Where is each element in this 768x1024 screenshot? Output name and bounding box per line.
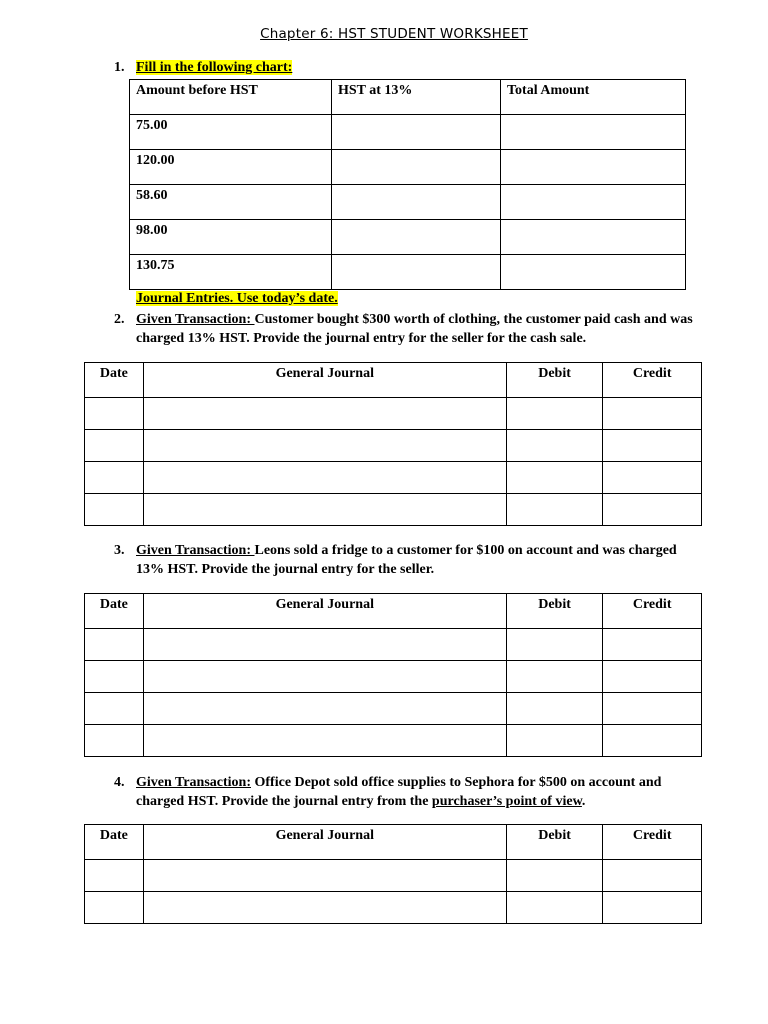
journal-table-2 bbox=[84, 362, 702, 526]
table-row bbox=[85, 398, 702, 430]
amount-cell: 58.60 bbox=[130, 185, 332, 220]
date-cell[interactable] bbox=[85, 661, 144, 693]
journal-cell[interactable] bbox=[143, 661, 506, 693]
transaction-label: Given Transaction: bbox=[136, 312, 255, 327]
question-number: 1. bbox=[114, 60, 125, 75]
hst-cell[interactable] bbox=[332, 150, 501, 185]
debit-cell[interactable] bbox=[506, 693, 603, 725]
transaction-label: Given Transaction: bbox=[136, 543, 255, 558]
debit-cell[interactable] bbox=[506, 398, 603, 430]
page-title: Chapter 6: HST STUDENT WORKSHEET bbox=[260, 26, 528, 42]
amount-cell: 75.00 bbox=[130, 115, 332, 150]
table-header-row bbox=[85, 363, 702, 398]
credit-cell[interactable] bbox=[603, 629, 702, 661]
date-cell[interactable] bbox=[85, 629, 144, 661]
total-cell[interactable] bbox=[501, 150, 686, 185]
debit-cell[interactable] bbox=[506, 629, 603, 661]
journal-table-3 bbox=[84, 593, 702, 757]
total-cell[interactable] bbox=[501, 220, 686, 255]
table-row bbox=[85, 725, 702, 757]
journal-cell[interactable] bbox=[143, 462, 506, 494]
header-amount-before-hst: Amount before HST bbox=[130, 80, 332, 115]
date-cell[interactable] bbox=[85, 398, 144, 430]
journal-table-4 bbox=[84, 824, 702, 924]
debit-cell[interactable] bbox=[506, 430, 603, 462]
debit-cell[interactable] bbox=[506, 860, 603, 892]
credit-cell[interactable] bbox=[603, 725, 702, 757]
purchaser-point-of-view: purchaser’s point of view bbox=[431, 794, 582, 809]
header-debit: Debit bbox=[506, 825, 603, 860]
journal-entries-heading: Journal Entries. Use today’s date. bbox=[136, 291, 338, 306]
table-row bbox=[85, 661, 702, 693]
header-total-amount: Total Amount bbox=[501, 80, 686, 115]
hst-cell[interactable] bbox=[332, 115, 501, 150]
table-header-row bbox=[85, 594, 702, 629]
journal-cell[interactable] bbox=[143, 860, 506, 892]
header-date: Date bbox=[85, 363, 144, 398]
journal-cell[interactable] bbox=[143, 725, 506, 757]
header-general-journal: General Journal bbox=[143, 594, 506, 629]
journal-cell[interactable] bbox=[143, 629, 506, 661]
hst-cell[interactable] bbox=[332, 220, 501, 255]
date-cell[interactable] bbox=[85, 860, 144, 892]
header-debit: Debit bbox=[506, 363, 603, 398]
table-row bbox=[130, 255, 686, 290]
table-header-row bbox=[85, 825, 702, 860]
total-cell[interactable] bbox=[501, 185, 686, 220]
question-number: 3. bbox=[114, 543, 125, 558]
amount-cell: 120.00 bbox=[130, 150, 332, 185]
debit-cell[interactable] bbox=[506, 661, 603, 693]
journal-cell[interactable] bbox=[143, 892, 506, 924]
table-row bbox=[130, 150, 686, 185]
header-general-journal: General Journal bbox=[143, 363, 506, 398]
table-row bbox=[85, 860, 702, 892]
header-date: Date bbox=[85, 825, 144, 860]
date-cell[interactable] bbox=[85, 693, 144, 725]
question-4-line-2: charged HST. Provide the journal entry from the bbox=[136, 794, 432, 809]
header-credit: Credit bbox=[603, 594, 702, 629]
question-number: 2. bbox=[114, 312, 125, 327]
date-cell[interactable] bbox=[85, 430, 144, 462]
credit-cell[interactable] bbox=[603, 661, 702, 693]
question-2-line-2: charged 13% HST. Provide the journal entry for the seller for the cash sale. bbox=[136, 331, 587, 346]
header-general-journal: General Journal bbox=[143, 825, 506, 860]
amount-cell: 130.75 bbox=[130, 255, 332, 290]
hst-cell[interactable] bbox=[332, 255, 501, 290]
question-2 bbox=[114, 310, 714, 348]
table-row bbox=[85, 693, 702, 725]
header-date: Date bbox=[85, 594, 144, 629]
table-row bbox=[85, 629, 702, 661]
question-number: 4. bbox=[114, 775, 125, 790]
table-row bbox=[85, 462, 702, 494]
question-3-line-2: 13% HST. Provide the journal entry for the seller. bbox=[136, 562, 435, 577]
credit-cell[interactable] bbox=[603, 860, 702, 892]
debit-cell[interactable] bbox=[506, 892, 603, 924]
debit-cell[interactable] bbox=[506, 725, 603, 757]
total-cell[interactable] bbox=[501, 115, 686, 150]
amount-cell: 98.00 bbox=[130, 220, 332, 255]
date-cell[interactable] bbox=[85, 892, 144, 924]
journal-cell[interactable] bbox=[143, 398, 506, 430]
table-row bbox=[85, 892, 702, 924]
question-4 bbox=[114, 773, 714, 811]
credit-cell[interactable] bbox=[603, 398, 702, 430]
date-cell[interactable] bbox=[85, 725, 144, 757]
question-4-line-1: Office Depot sold office supplies to Sephora for $500 on account and bbox=[251, 775, 662, 790]
question-3 bbox=[114, 541, 714, 579]
credit-cell[interactable] bbox=[603, 462, 702, 494]
table-row bbox=[130, 115, 686, 150]
table-row bbox=[85, 494, 702, 526]
date-cell[interactable] bbox=[85, 494, 144, 526]
period: . bbox=[581, 794, 586, 809]
header-credit: Credit bbox=[603, 363, 702, 398]
credit-cell[interactable] bbox=[603, 494, 702, 526]
question-2-line-1: Customer bought $300 worth of clothing, the customer paid cash and was bbox=[254, 312, 693, 327]
table-row bbox=[130, 185, 686, 220]
hst-cell[interactable] bbox=[332, 185, 501, 220]
credit-cell[interactable] bbox=[603, 693, 702, 725]
header-credit: Credit bbox=[603, 825, 702, 860]
credit-cell[interactable] bbox=[603, 430, 702, 462]
journal-cell[interactable] bbox=[143, 693, 506, 725]
table-row bbox=[130, 220, 686, 255]
transaction-label: Given Transaction: bbox=[136, 775, 251, 790]
journal-cell[interactable] bbox=[143, 430, 506, 462]
journal-cell[interactable] bbox=[143, 494, 506, 526]
credit-cell[interactable] bbox=[603, 892, 702, 924]
total-cell[interactable] bbox=[501, 255, 686, 290]
question-3-line-1: Leons sold a fridge to a customer for $100 on account and was charged bbox=[254, 543, 677, 558]
debit-cell[interactable] bbox=[506, 462, 603, 494]
table-row bbox=[85, 430, 702, 462]
date-cell[interactable] bbox=[85, 462, 144, 494]
table-header-row bbox=[130, 80, 686, 115]
header-debit: Debit bbox=[506, 594, 603, 629]
header-hst-at-13: HST at 13% bbox=[332, 80, 501, 115]
question-1 bbox=[114, 60, 292, 76]
question-1-prompt: Fill in the following chart: bbox=[136, 60, 293, 75]
hst-chart-table bbox=[129, 79, 686, 290]
debit-cell[interactable] bbox=[506, 494, 603, 526]
